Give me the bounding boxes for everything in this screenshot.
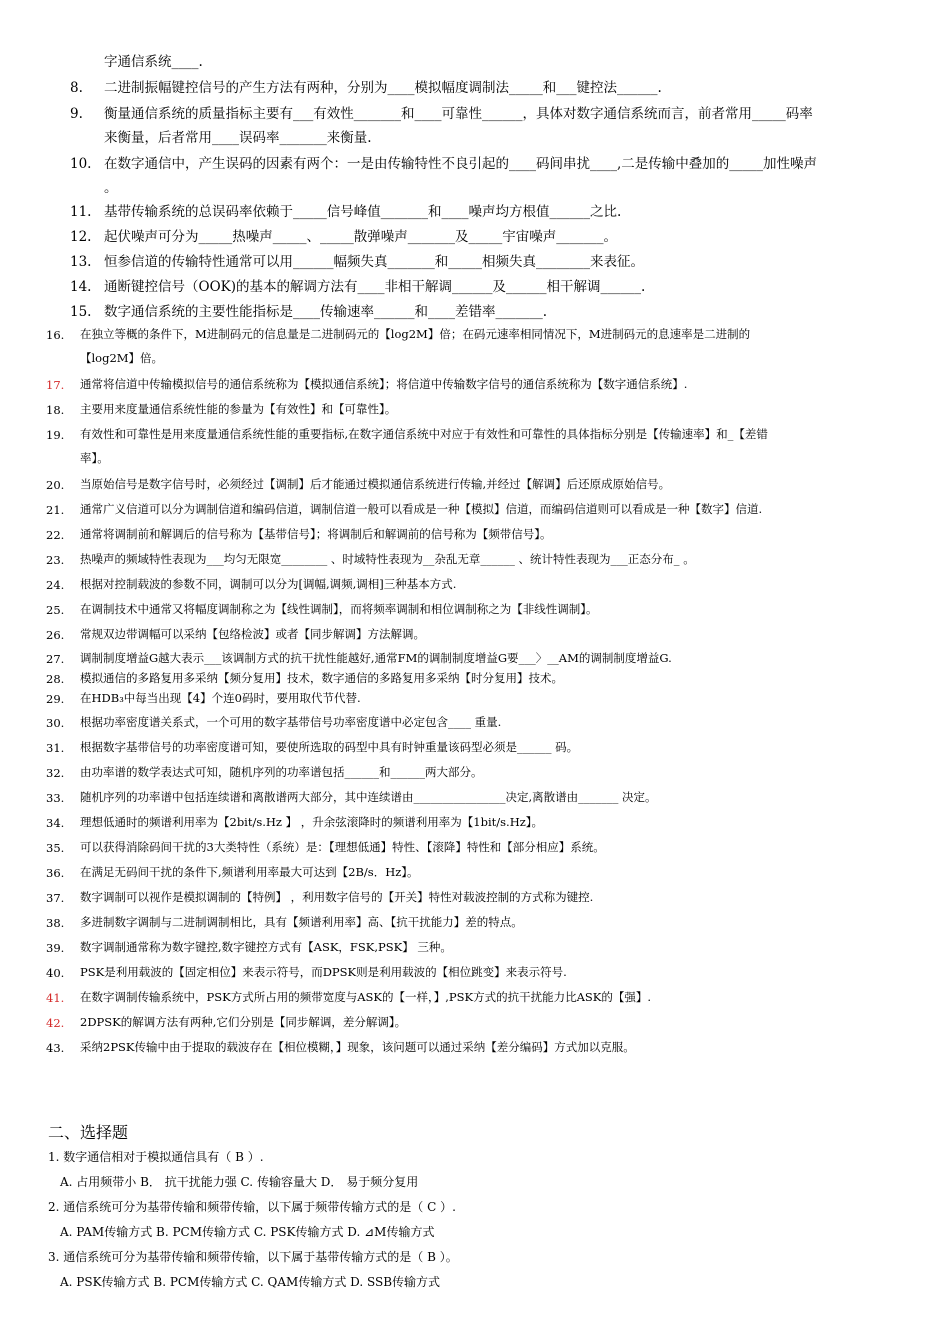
small-item-text: PSK是利用载波的【固定相位】来表示符号，而DPSK则是利用载波的【相位跳变】来表示符号. [80,965,567,979]
item-number: 41. [46,991,65,1005]
item-number: 33. [46,791,65,805]
item-number: 38. [46,916,65,930]
choice-options-1: A. 占用频带小 B． 抗干扰能力强 C. 传输容量大 D． 易于频分复用 [60,1175,419,1189]
fill-line-13: 恒参信道的传输特性通常可以用______幅频失真_______和_____相频失真________来表征。 [104,254,644,270]
item-number: 37. [46,891,65,905]
small-item-text: 调制制度增益G越大表示___该调制方式的抗干扰性能越好,通常FM的调制制度增益G要___〉__AM的调制制度增益G. [80,651,672,665]
item-number: 14. [70,279,92,295]
small-item-text: 由功率谱的数学表达式可知，随机序列的功率谱包括______和______两大部分。 [80,765,483,779]
small-item-text: 2DPSK的解调方法有两种,它们分别是【同步解调，差分解调】。 [80,1015,407,1029]
small-item-text: 有效性和可靠性是用来度量通信系统性能的重要指标,在数字通信系统中对应于有效性和可靠性的具体指标分别是【传输速率】和_【差错 [80,427,768,441]
item-number: 26. [46,628,65,642]
fill-line-10-cont: 。 [104,180,118,196]
item-number: 36. [46,866,65,880]
item-number: 39. [46,941,65,955]
item-number: 16. [46,328,65,342]
small-item-text: 常规双边带调幅可以采纳【包络检波】或者【同步解调】方法解调。 [80,627,425,641]
item-number: 19. [46,428,65,442]
fill-line-11: 基带传输系统的总误码率依赖于_____信号峰值_______和____噪声均方根值______之比. [104,204,622,220]
fill-line-10: 在数字通信中，产生误码的因素有两个：一是由传输特性不良引起的____码间串扰____,二是传输中叠加的_____加性噪声 [104,156,818,172]
small-item-text: 数字调制通常称为数字键控,数字键控方式有【ASK，FSK,PSK】 三种。 [80,940,452,954]
item-number: 27. [46,652,65,666]
small-item-text: 在满足无码间干扰的条件下,频谱利用率最大可达到【2B/s．Hz】。 [80,865,419,879]
choice-options-3: A. PSK传输方式 B. PCM传输方式 C. QAM传输方式 D. SSB传输方式 [60,1275,441,1289]
choice-question-3: 3. 通信系统可分为基带传输和频带传输，以下属于基带传输方式的是（ B ）。 [48,1250,458,1264]
item-number: 17. [46,378,65,392]
item-number: 18. [46,403,65,417]
fill-line-14: 通断键控信号（OOK)的基本的解调方法有____非相干解调______及______相干解调______. [104,279,646,295]
section-title: 二、选择题 [48,1123,129,1142]
item-number: 31. [46,741,65,755]
fill-line-9: 衡量通信系统的质量指标主要有___有效性_______和____可靠性______，具体对数字通信系统而言，前者常用_____码率 [104,106,813,122]
item-number: 22. [46,528,65,542]
small-item-text: 在独立等概的条件下，M进制码元的信息量是二进制码元的【log2M】倍；在码元速率相同情况下，M进制码元的息速率是二进制的 [80,327,751,341]
small-item-text: 热噪声的频域特性表现为___均匀无限宽________ 、时域特性表现为__杂乱无章______ 、统计特性表现为___正态分布_ 。 [80,552,695,566]
small-item-text: 通常将调制前和解调后的信号称为【基带信号】；将调制后和解调前的信号称为【频带信号】。 [80,527,552,541]
small-item-text: 根据对控制载波的参数不同，调制可以分为[调幅,调频,调相]三种基本方式. [80,577,457,591]
item-number: 23. [46,553,65,567]
small-item-text: 根据数字基带信号的功率密度谱可知，要使所选取的码型中具有时钟重量该码型必须是______ 码。 [80,740,579,754]
small-item-text: 通常将信道中传输模拟信号的通信系统称为【模拟通信系统】；将信道中传输数字信号的通信系统称为【数字通信系统】. [80,377,688,391]
choice-options-2: A. PAM传输方式 B. PCM传输方式 C. PSK传输方式 D. ⊿M传输方式 [60,1225,435,1239]
fill-line-9-cont: 来衡量，后者常用____误码率_______来衡量. [104,130,372,146]
item-number: 15. [70,304,92,320]
item-number: 40. [46,966,65,980]
item-number: 13. [70,254,92,270]
fill-line-12: 起伏噪声可分为_____热噪声_____、_____散弹噪声_______及_____宇宙噪声_______。 [104,229,617,245]
small-item-text: 在调制技术中通常又将幅度调制称之为【线性调制】，而将频率调制和相位调制称之为【非线性调制】。 [80,602,598,616]
small-item-text: 通常广义信道可以分为调制信道和编码信道，调制信道一般可以看成是一种【模拟】信道，而编码信道则可以看成是一种【数字】信道. [80,502,763,516]
item-number: 42. [46,1016,65,1030]
item-number: 24. [46,578,65,592]
fill-line-0: 字通信系统____. [104,54,203,70]
small-item-text: 率】。 [80,451,109,465]
small-item-text: 模拟通信的多路复用多采纳【频分复用】技术，数字通信的多路复用多采纳【时分复用】技术。 [80,671,563,685]
small-item-text: 主要用来度量通信系统性能的参量为【有效性】和【可靠性】。 [80,402,397,416]
small-item-text: 多进制数字调制与二进制调制相比，具有【频谱利用率】高、【抗干扰能力】差的特点。 [80,915,523,929]
item-number: 25. [46,603,65,617]
small-item-text: 在HDB₃中每当出现【4】个连0码时，要用取代节代替. [80,691,361,705]
small-item-text: 【log2M】倍。 [80,351,164,365]
item-number: 34. [46,816,65,830]
item-number: 10. [70,156,92,172]
item-number: 32. [46,766,65,780]
small-item-text: 可以获得消除码间干扰的3大类特性（系统）是：【理想低通】特性、【滚降】特性和【部分相应】系统。 [80,840,605,854]
item-number: 20. [46,478,65,492]
item-number: 9. [70,106,83,122]
small-item-text: 在数字调制传输系统中，PSK方式所占用的频带宽度与ASK的【一样，】,PSK方式的抗干扰能力比ASK的【强】. [80,990,652,1004]
small-item-text: 数字调制可以视作是模拟调制的【特例】 ，利用数字信号的【开关】特性对载波控制的方式称为键控. [80,890,594,904]
item-number: 28. [46,672,65,686]
fill-line-15: 数字通信系统的主要性能指标是____传输速率______和____差错率_______. [104,304,548,320]
small-item-text: 采纳2PSK传输中由于提取的载波存在【相位模糊，】现象，该问题可以通过采纳【差分编码】方式加以克服。 [80,1040,635,1054]
item-number: 30. [46,716,65,730]
small-item-text: 理想低通时的频谱利用率为【2bit/s.Hz 】 ，升余弦滚降时的频谱利用率为【1bit/s.Hz】。 [80,815,544,829]
small-item-text: 当原始信号是数字信号时，必须经过【调制】后才能通过模拟通信系统进行传输,并经过【解调】后还原成原始信号。 [80,477,671,491]
item-number: 43. [46,1041,65,1055]
item-number: 12. [70,229,92,245]
small-item-text: 随机序列的功率谱中包括连续谱和离散谱两大部分，其中连续谱由________________决定,离散谱由_______ 决定。 [80,790,657,804]
choice-question-1: 1. 数字通信相对于模拟通信具有（ B ）. [48,1150,264,1164]
item-number: 35. [46,841,65,855]
item-number: 21. [46,503,65,517]
small-item-text: 根据功率密度谱关系式，一个可用的数字基带信号功率密度谱中必定包含____ 重量. [80,715,502,729]
item-number: 11. [70,204,92,220]
choice-question-2: 2. 通信系统可分为基带传输和频带传输，以下属于频带传输方式的是（ C ）. [48,1200,456,1214]
item-number: 8. [70,80,83,96]
item-number: 29. [46,692,65,706]
fill-line-8: 二进制振幅键控信号的产生方法有两种，分别为____模拟幅度调制法_____和___键控法______. [104,80,662,96]
